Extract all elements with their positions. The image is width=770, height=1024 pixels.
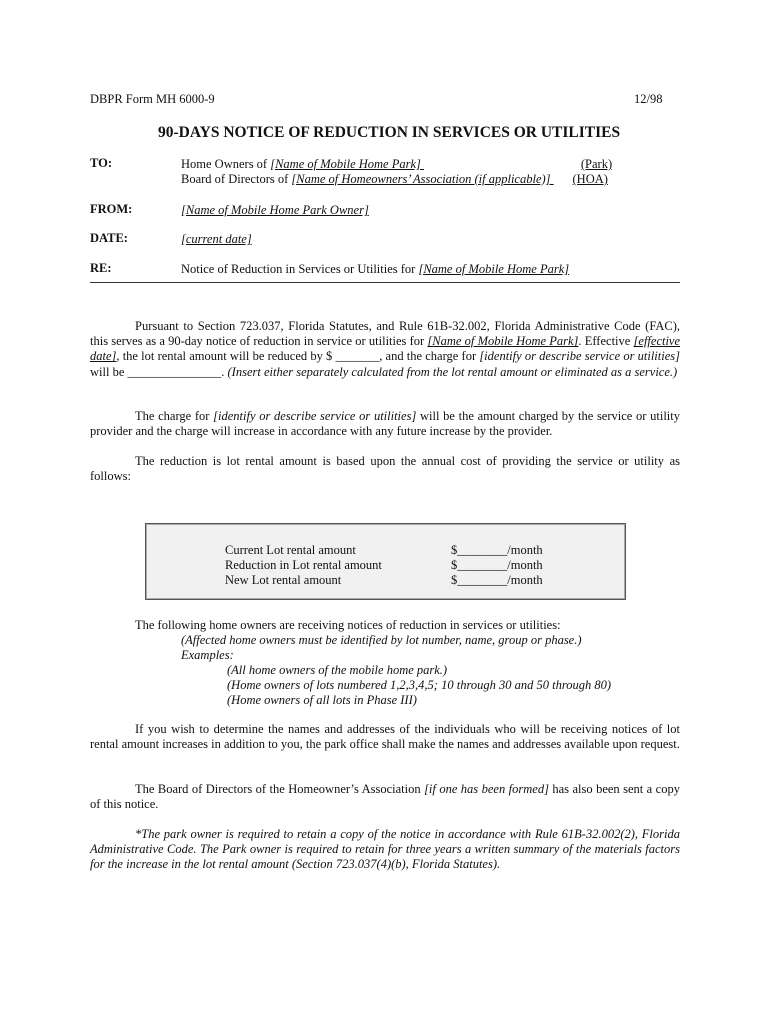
form-id: DBPR Form MH 6000-9 (90, 92, 215, 106)
paragraph-charge (90, 409, 680, 439)
re-text: Notice of Reduction in Services or Utilities for (181, 262, 419, 276)
new-rent-label: New Lot rental amount (225, 573, 342, 587)
park-blank (421, 157, 581, 172)
current-date-field[interactable]: [current date] (181, 232, 252, 246)
new-rent-value[interactable]: $________/month (451, 573, 543, 587)
park-name-field[interactable]: [Name of Mobile Home Park] (270, 157, 421, 171)
paragraph-notice (90, 319, 680, 380)
from-label: FROM: (90, 202, 133, 216)
date-label: DATE: (90, 231, 128, 245)
p1-instruction: (Insert either separately calculated from the lot rental amount or eliminated as a service.) (227, 364, 678, 379)
to-line-park (181, 157, 612, 172)
paragraph-board-copy (90, 782, 680, 812)
p1-text-d: will be _______________. (90, 364, 228, 379)
current-rent-value[interactable]: $________/month (451, 543, 543, 557)
p1-park-name-field[interactable]: [Name of Mobile Home Park] (427, 334, 579, 349)
re-label: RE: (90, 261, 112, 275)
hoa-blank (551, 172, 573, 187)
service-description-field[interactable]: [identify or describe service or utilities] (479, 349, 680, 364)
effective-date-field[interactable]: [effective date] (90, 334, 681, 364)
example-all-owners: (All home owners of the mobile home park.) (227, 663, 448, 677)
to-line-hoa (181, 172, 608, 187)
examples-heading: Examples: (181, 648, 234, 662)
park-owner-field[interactable]: [Name of Mobile Home Park Owner] (181, 203, 369, 217)
reduction-value[interactable]: $________/month (451, 558, 543, 572)
example-phase: (Home owners of all lots in Phase III) (227, 693, 417, 707)
paragraph-retention-note: *The park owner is required to retain a copy of the notice in accordance with Rule 61B-32.002(2), Florida Administrative Code. The Park owner is required to retain for three years a written summary of the materials factors for the increase in the lot rental amount (Section 723.037(4)(b), Florida Statutes). (90, 827, 680, 872)
hoa-name-field[interactable]: [Name of Homeowners’ Association (if applicable)] (291, 172, 551, 186)
re-park-name-field[interactable]: [Name of Mobile Home Park] (418, 262, 570, 276)
paragraph-reduction-basis: The reduction is lot rental amount is based upon the annual cost of providing the service or utility as follows: (90, 454, 680, 484)
to-line-park-prefix: Home Owners of (181, 157, 271, 171)
p2-text-b: will be the amount charged by the service or utility provider and the charge will increase in accordance with any future increase by the provider. (90, 409, 680, 439)
hoa-suffix: (HOA) (572, 172, 608, 186)
park-suffix: (Park) (580, 157, 613, 171)
p6-text-a: The Board of Directors of the Homeowner’s Association (135, 782, 425, 796)
p6-condition: [if one has been formed] (424, 782, 549, 796)
form-date: 12/98 (634, 92, 663, 106)
header-divider (90, 282, 680, 283)
re-line (181, 262, 569, 277)
amount-summary-box (145, 523, 626, 600)
to-line-hoa-prefix: Board of Directors of (181, 172, 292, 186)
p2-text-a: The charge for (135, 409, 214, 423)
document-title: 90-DAYS NOTICE OF REDUCTION IN SERVICES OR UTILITIES (158, 124, 621, 141)
p1-text-a: Pursuant to Section 723.037, Florida Statutes, and Rule 61B-32.002, Florida Administrative Code (FAC), this serves as a 90-day notice of reduction in service or utilities for (90, 319, 680, 349)
p1-text-b: . Effective (578, 334, 634, 349)
example-lot-numbers: (Home owners of lots numbered 1,2,3,4,5; 10 through 30 and 50 through 80) (227, 678, 612, 692)
p6-text-b: has also been sent a copy of this notice. (90, 782, 680, 812)
p1-text-c: , the lot rental amount will be reduced by $ _______, and the charge for (116, 349, 480, 364)
current-rent-label: Current Lot rental amount (225, 543, 356, 557)
paragraph-names-addresses: If you wish to determine the names and addresses of the individuals who will be receiving notices of lot rental amount increases in addition to you, the park office shall make the names and addresses available upon request. (90, 722, 680, 752)
affected-owners-note: (Affected home owners must be identified by lot number, name, group or phase.) (181, 633, 582, 647)
affected-owners-intro: The following home owners are receiving notices of reduction in services or utilities: (135, 618, 561, 632)
p2-service-field[interactable]: [identify or describe service or utilities] (213, 409, 417, 423)
to-label: TO: (90, 156, 112, 170)
reduction-label: Reduction in Lot rental amount (225, 558, 382, 572)
